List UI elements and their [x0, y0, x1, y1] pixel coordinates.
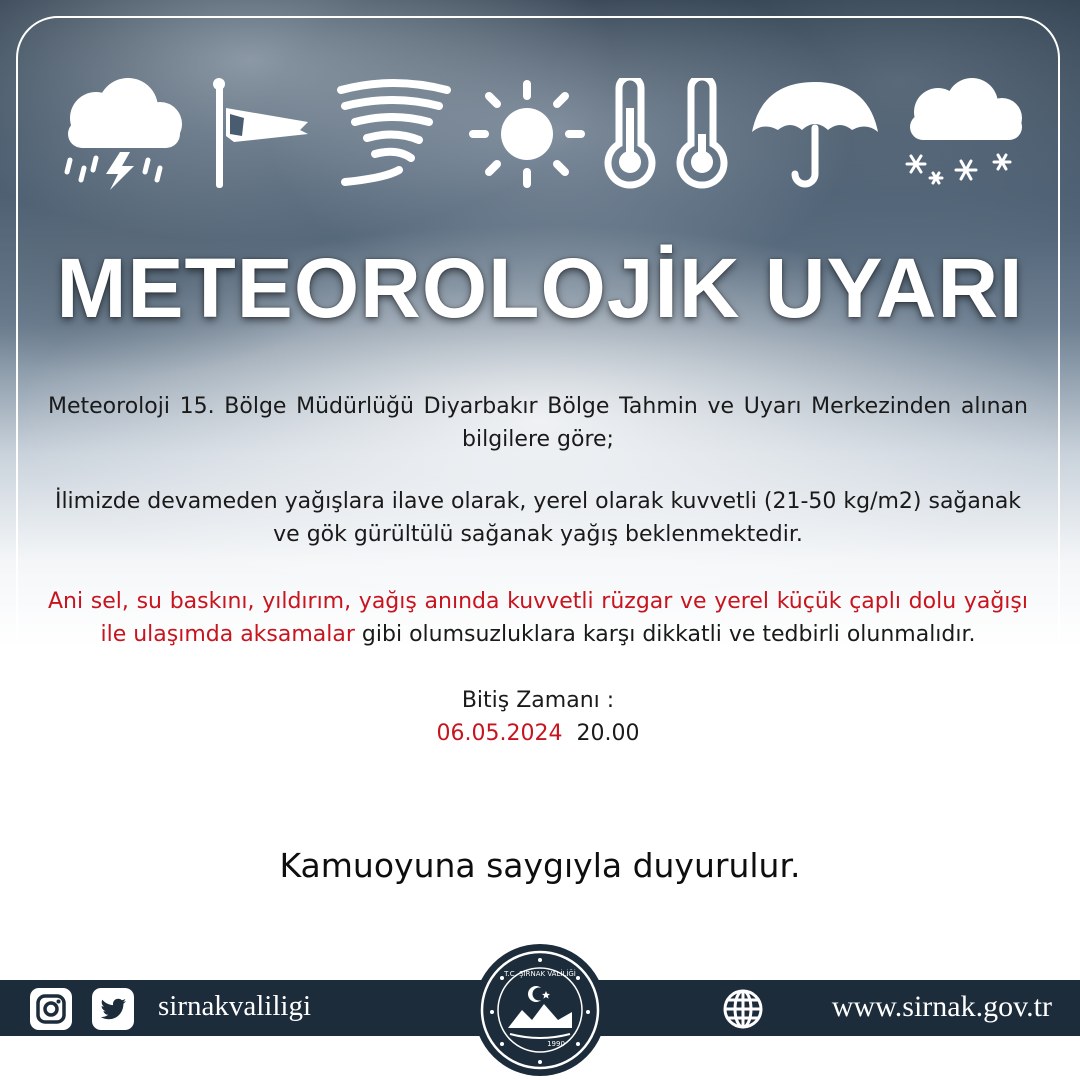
forecast-paragraph: İlimizde devameden yağışlara ilave olarak, yerel olarak kuvvetli (21-50 kg/m2) sağanak ve gök gürültülü sağanak yağış beklenmektedir.: [54, 489, 1022, 547]
storm-cloud-icon: [58, 78, 186, 190]
snow-cloud-icon: [900, 78, 1028, 190]
warning-highlight: Ani sel, su baskını, yıldırım, yağış anında kuvvetli rüzgar ve yerel küçük çaplı dolu yağışı ile ulaşımda aksamalar: [48, 589, 1028, 647]
end-time-label: Bitiş Zamanı :: [461, 688, 615, 713]
closing-statement: Kamuoyuna saygıyla duyurulur.: [279, 846, 801, 885]
announcement-body: [48, 390, 1028, 750]
instagram-link[interactable]: [30, 988, 72, 1030]
website-link[interactable]: www.sirnak.gov.tr: [831, 990, 1052, 1023]
globe-icon: [722, 988, 764, 1030]
social-handle[interactable]: sirnakvaliligi: [158, 990, 312, 1022]
seal-year: 1990: [547, 1040, 565, 1048]
weather-icons-row: [58, 78, 1028, 196]
twitter-link[interactable]: [92, 988, 134, 1030]
page-title: METEOROLOJİK UYARI: [56, 241, 1024, 335]
tornado-icon: [335, 78, 451, 190]
thermometer-low-icon: [675, 78, 729, 190]
end-time-value: [48, 717, 1028, 750]
instagram-icon: [35, 993, 67, 1025]
end-time: 20.00: [576, 721, 640, 746]
warning-rest: gibi olumsuzluklara karşı dikkatli ve tedbirli olunmalıdır.: [354, 622, 976, 647]
governorship-seal-logo: [472, 942, 608, 1078]
twitter-icon: [97, 993, 129, 1025]
intro-paragraph: Meteoroloji 15. Bölge Müdürlüğü Diyarbakır Bölge Tahmin ve Uyarı Merkezinden alınan bilgilere göre;: [48, 394, 1028, 452]
umbrella-icon: [748, 78, 882, 190]
end-date: 06.05.2024: [436, 721, 563, 746]
warning-paragraph: [48, 585, 1028, 651]
windsock-icon: [204, 78, 316, 190]
seal-title: T.C. ŞIRNAK VALİLİĞİ: [504, 970, 576, 978]
sun-icon: [469, 78, 585, 190]
thermometer-icon: [603, 78, 657, 190]
